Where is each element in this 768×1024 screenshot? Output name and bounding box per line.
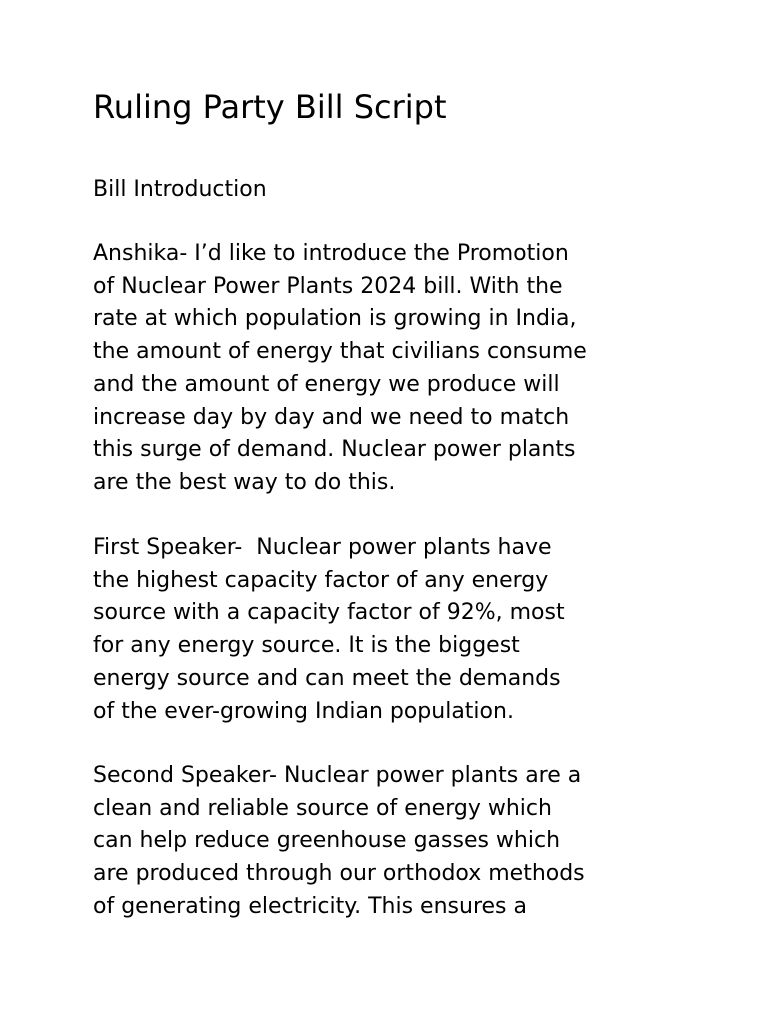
paragraph-line: for any energy source. It is the biggest xyxy=(93,633,520,659)
paragraph-line: can help reduce greenhouse gasses which xyxy=(93,828,561,854)
paragraph-line: and the amount of energy we produce will xyxy=(93,371,560,397)
paragraph-line: of Nuclear Power Plants 2024 bill. With the xyxy=(93,273,563,299)
paragraph-line: the highest capacity factor of any energy xyxy=(93,567,549,593)
paragraph-introduction xyxy=(93,238,733,500)
paragraph-line: First Speaker- Nuclear power plants have xyxy=(93,535,552,560)
paragraph-line: Anshika- I’d like to introduce the Promotion xyxy=(93,241,569,266)
paragraph-line: source with a capacity factor of 92%, most xyxy=(93,600,565,626)
paragraph-line: increase day by day and we need to match xyxy=(93,404,570,430)
paragraph-line: are the best way to do this. xyxy=(93,469,396,495)
paragraph-first-speaker xyxy=(93,532,733,728)
paragraph-line: of the ever-growing Indian population. xyxy=(93,698,514,724)
paragraph-line: energy source and can meet the demands xyxy=(93,665,561,691)
paragraph-second-speaker xyxy=(93,760,733,924)
paragraph-line: are produced through our orthodox methods xyxy=(93,861,585,887)
section-heading: Bill Introduction xyxy=(93,177,267,202)
paragraph-line: of generating electricity. This ensures a xyxy=(93,893,527,919)
paragraph-line: the amount of energy that civilians consume xyxy=(93,339,587,365)
paragraph-line: Second Speaker- Nuclear power plants are a xyxy=(93,763,582,788)
paragraph-line: clean and reliable source of energy which xyxy=(93,795,552,821)
paragraph-line: this surge of demand. Nuclear power plants xyxy=(93,437,576,463)
document-title: Ruling Party Bill Script xyxy=(93,88,447,126)
paragraph-line: rate at which population is growing in India, xyxy=(93,306,577,332)
